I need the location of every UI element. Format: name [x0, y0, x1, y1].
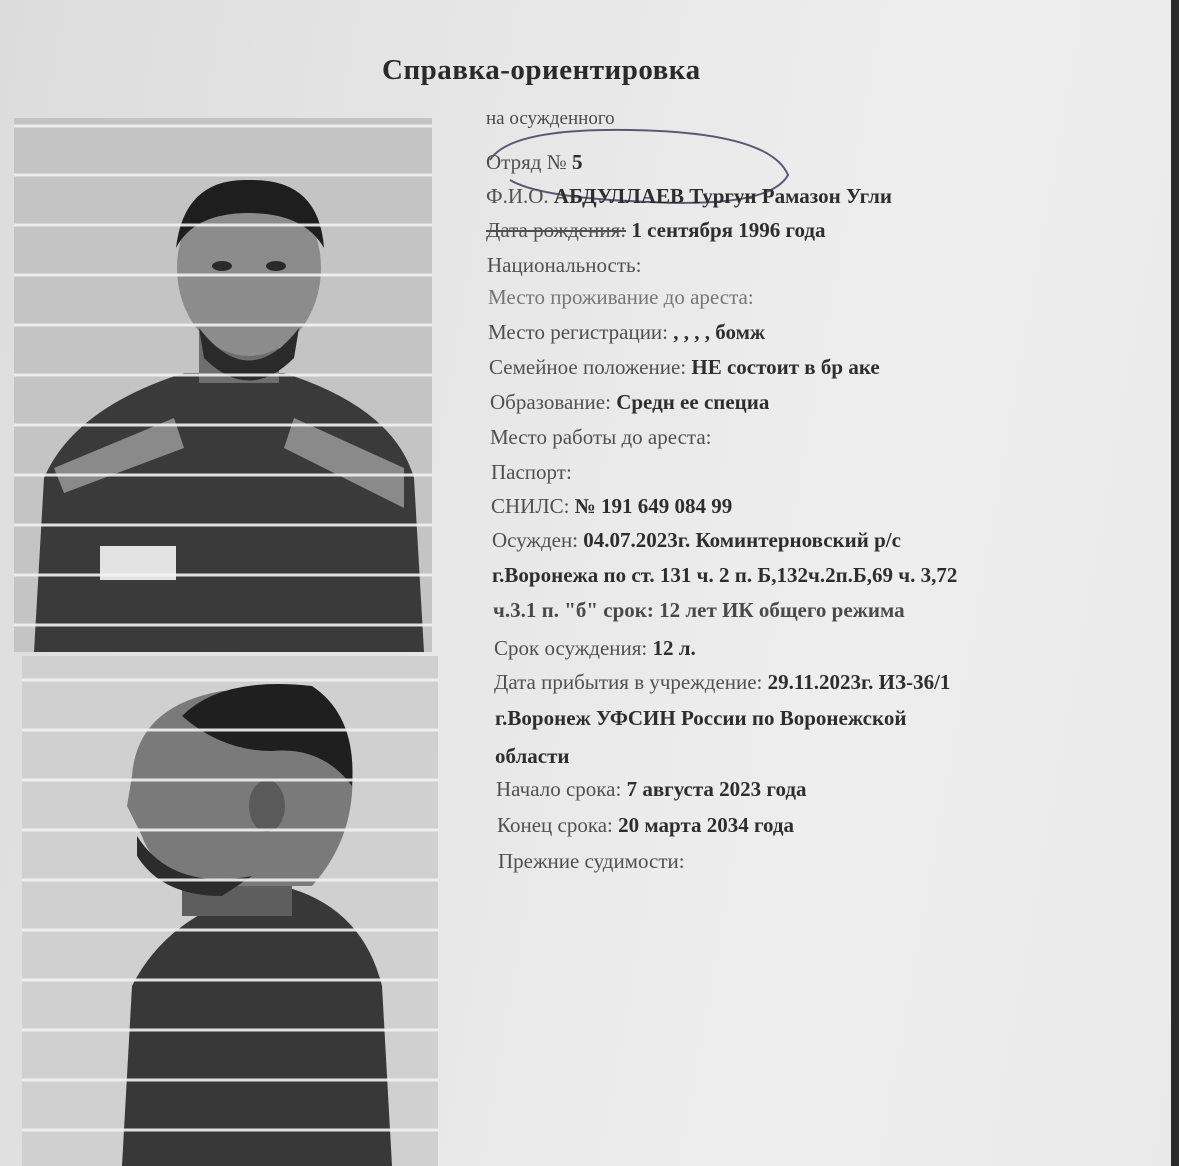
field-arrival-line-3: области — [495, 744, 570, 768]
field-registration: Место регистрации: , , , , бомж — [488, 320, 766, 344]
field-convicted-line-2: г.Воронежа по ст. 131 ч. 2 п. Б,132ч.2п.Б,69 ч. 3,72 — [492, 563, 958, 587]
field-squad: Отряд № 5 — [486, 150, 583, 174]
field-residence: Место проживание до ареста: — [488, 285, 754, 309]
front-photo-icon — [14, 118, 432, 652]
field-marital-status: Семейное положение: НЕ состоит в бр аке — [489, 355, 880, 379]
page-edge-shadow — [1171, 0, 1179, 1166]
field-term-end: Конец срока: 20 марта 2034 года — [497, 813, 795, 837]
field-snils: СНИЛС: № 191 649 084 99 — [491, 494, 733, 518]
field-convicted-line-3: ч.3.1 п. "б" срок: 12 лет ИК общего режима — [493, 598, 905, 622]
document-subtitle: на осужденного — [486, 108, 615, 129]
field-birth-date: Дата рождения: 1 сентября 1996 года — [486, 218, 826, 242]
document-title: Справка-ориентировка — [382, 54, 701, 86]
field-full-name: Ф.И.О. АБДУЛЛАЕВ Тургун Рамазон Угли — [486, 184, 892, 208]
field-sentence-term: Срок осуждения: 12 л. — [494, 636, 696, 660]
field-arrival-date: Дата прибытия в учреждение: 29.11.2023г. ИЗ-36/1 — [494, 670, 951, 694]
field-passport: Паспорт: — [491, 460, 572, 484]
field-arrival-line-2: г.Воронеж УФСИН России по Воронежской — [495, 706, 907, 730]
profile-photo-icon — [22, 656, 438, 1166]
front-photo — [14, 118, 432, 652]
field-term-start: Начало срока: 7 августа 2023 года — [496, 777, 807, 801]
field-convicted: Осужден: 04.07.2023г. Коминтерновский р/с — [492, 528, 901, 552]
field-nationality: Национальность: — [487, 253, 642, 277]
field-prior-convictions: Прежние судимости: — [498, 849, 685, 873]
field-education: Образование: Средн ее специа — [490, 390, 770, 414]
field-workplace: Место работы до ареста: — [490, 425, 712, 449]
profile-photo — [22, 656, 438, 1166]
